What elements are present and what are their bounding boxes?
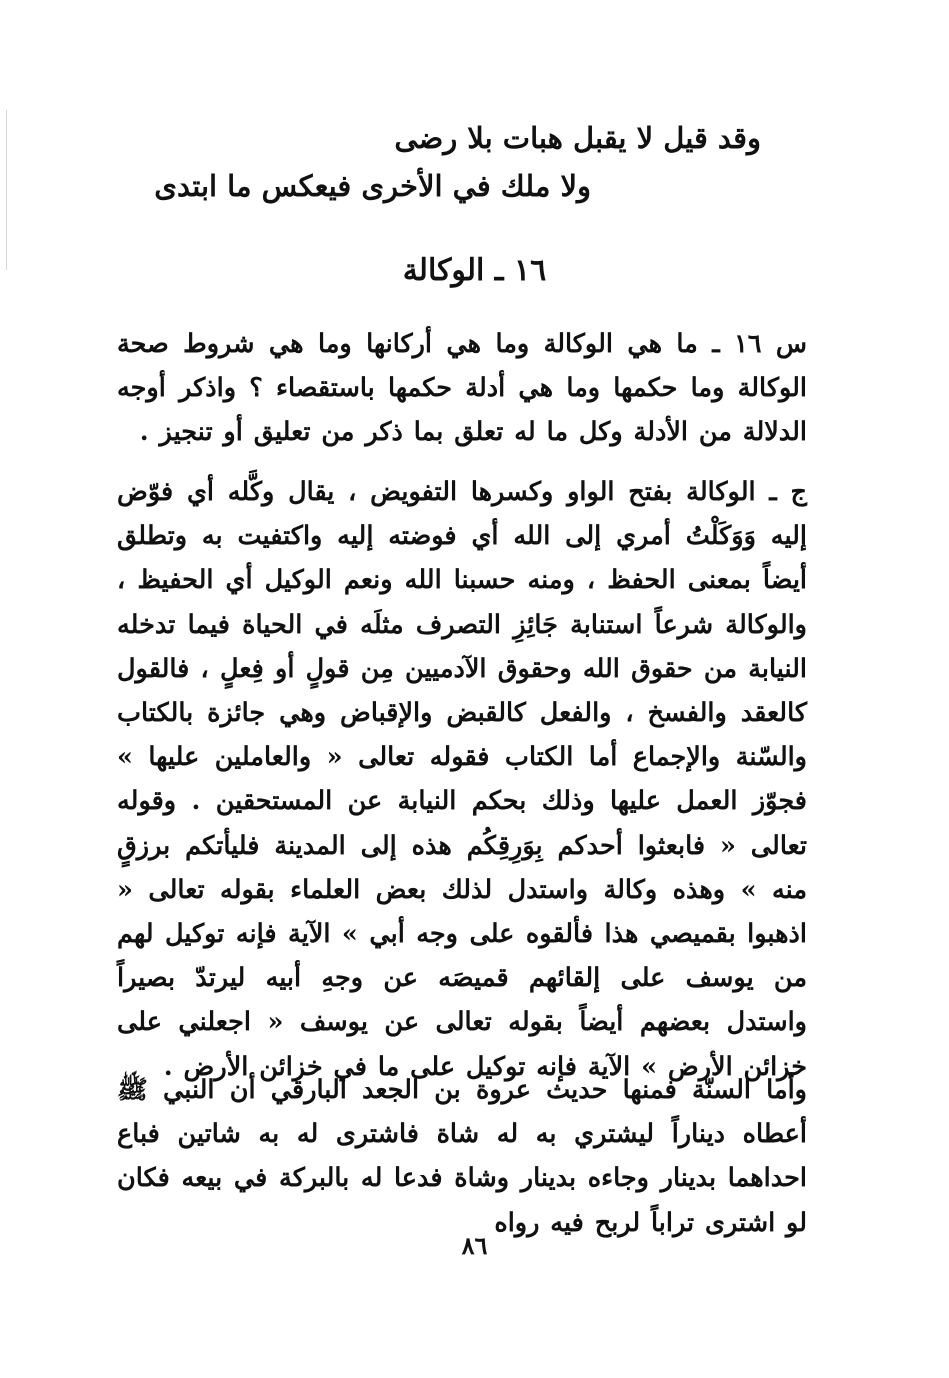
scan-edge-mark: [6, 110, 7, 270]
page-number: ٨٦: [461, 1231, 488, 1260]
section-heading: ١٦ ـ الوكالة: [402, 253, 547, 288]
verse-line-1: وقد قيل لا يقبل هبات بلا رضى: [394, 121, 761, 155]
sunna-paragraph: وأما السنّة فمنها حديث عروة بن الجعد البارقي أن النبي ﷺ أعطاه ديناراً ليشتري به له شاة فاشترى له به شاتين فباع احداهما بدينار وجاءه بدينار وشاة فدعا له بالبركة في بيعه فكان لو اشترى تراباً لربح فيه رواه: [117, 1075, 807, 1238]
verse-line-2: ولا ملك في الأخرى فيعكس ما ابتدى: [154, 169, 591, 203]
answer-paragraph: ج ـ الوكالة بفتح الواو وكسرها التفويض ، يقال وكَّله أي فوّض إليه وَوَكَلْتُ أمري إلى الله أي فوضته إليه واكتفيت به وتطلق أيضاً بمعنى الحفظ ، ومنه حسبنا الله ونعم الوكيل أي الحفيظ ، والوكالة شرعاً استنابة جَائِزِ التصرف مثلَه في الحياة فيما تدخله النيابة من حقوق الله وحقوق الآدميين مِن قولٍ أو فِعلٍ ، فالقول كالعقد والفسخ ، والفعل كالقبض والإقباض وهي جائزة بالكتاب والسّنة والإجماع أما الكتاب فقوله تعالى « والعاملين عليها » فجوّز العمل عليها وذلك بحكم النيابة عن المستحقين . وقوله تعالى « فابعثوا أحدكم بِوَرِقِكُم هذه إلى المدينة فليأتكم برزقٍ منه » وهذه وكالة واستدل لذلك بعض العلماء بقوله تعالى « اذهبوا بقميصي هذا فألقوه على وجه أبي » الآية فإنه توكيل لهم من يوسف على إلقائهم قميصَه عن وجهِ أبيه ليرتدّ بصيراً واستدل بعضهم أيضاً بقوله تعالى عن يوسف « اجعلني على خزائن الأرض » الآية فإنه توكيل على ما في خزائن الأرض .: [117, 477, 807, 1082]
question-paragraph: س ١٦ ـ ما هي الوكالة وما هي أركانها وما هي شروط صحة الوكالة وما حكمها وما هي أدلة حكمها باستقصاء ؟ واذكر أوجه الدلالة من الأدلة وكل ما له تعلق بما ذكر من تعليق أو تنجيز .: [117, 329, 807, 448]
